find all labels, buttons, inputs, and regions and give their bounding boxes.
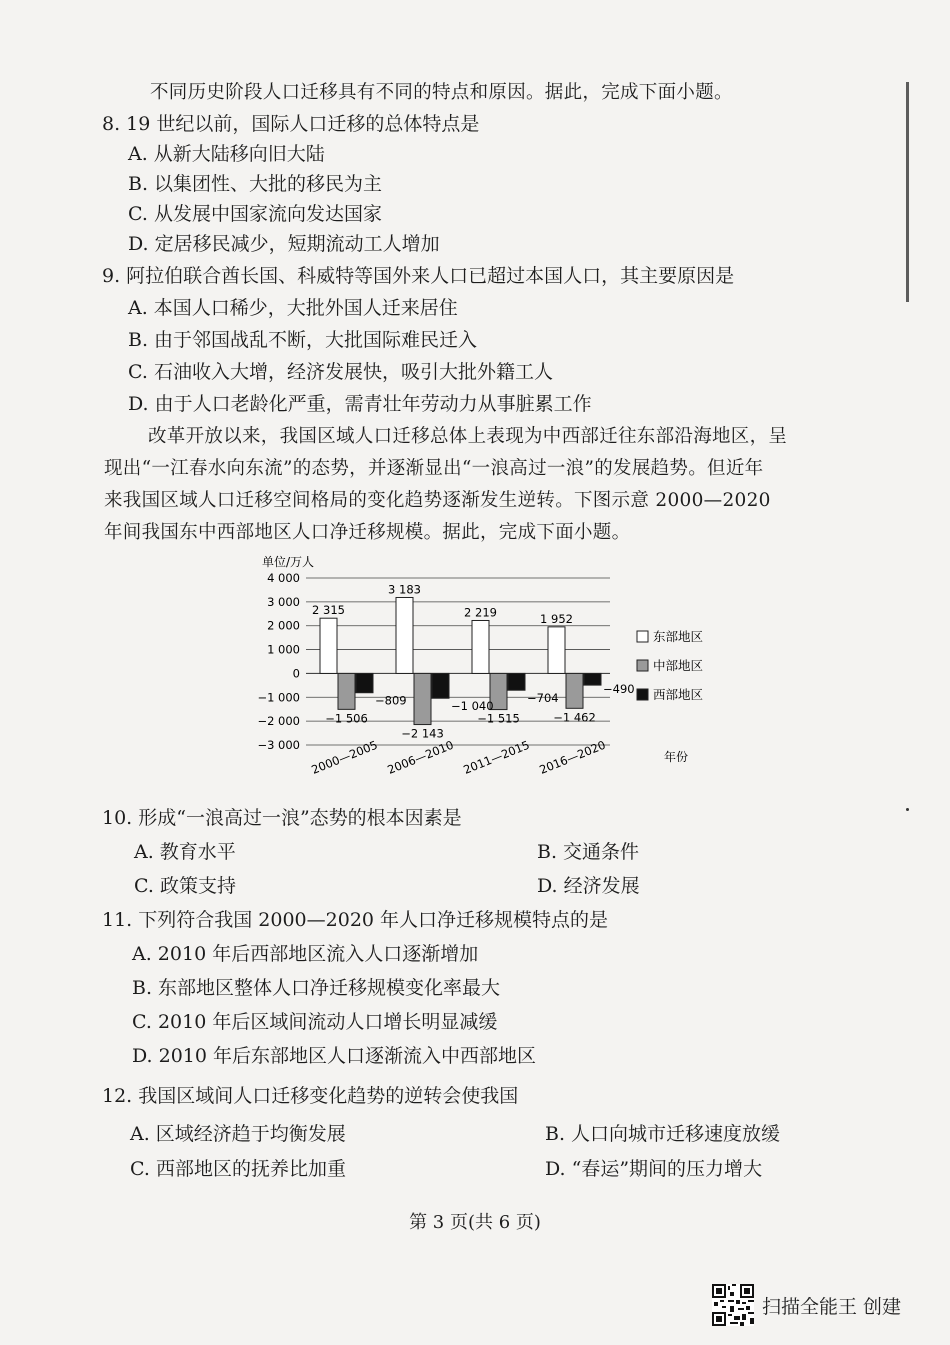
x-tick-label: 2006—2010 (385, 737, 456, 777)
data-label-central-4: −1 462 (553, 710, 596, 725)
data-label-east-2: 3 183 (388, 582, 421, 597)
chart-ylabel: 单位/万人 (262, 555, 315, 569)
chart-x-tick-labels (309, 738, 607, 777)
bar-central-4 (566, 673, 583, 708)
q9-option-a: A. 本国人口稀少，大批外国人迁来居住 (128, 297, 458, 319)
q12-stem: 12. 我国区域间人口迁移变化趋势的逆转会使我国 (102, 1085, 519, 1107)
page-number: 第 3 页(共 6 页) (409, 1212, 541, 1233)
q8-option-d: D. 定居移民减少，短期流动工人增加 (128, 233, 440, 255)
bar-east-2 (396, 597, 413, 673)
group2-intro-line-3: 来我国区域人口迁移空间格局的变化趋势逐渐发生逆转。下图示意 2000—2020 (104, 490, 771, 511)
group2-intro-line-2: 现出“一江春水向东流”的态势，并逐渐显出“一浪高过一浪”的发展趋势。但近年 (104, 458, 764, 479)
bar-west-4 (584, 673, 601, 685)
bar-central-2 (414, 673, 431, 724)
q12-option-c: C. 西部地区的抚养比加重 (130, 1158, 346, 1180)
bar-east-3 (472, 620, 489, 673)
legend-label-west: 西部地区 (653, 687, 704, 702)
scan-edge-mark (906, 82, 909, 302)
x-tick-label: 2000—2005 (309, 737, 380, 777)
chart-y-tick-labels (257, 571, 300, 752)
q8-option-a: A. 从新大陆移向旧大陆 (128, 143, 325, 165)
data-label-west-1: −809 (375, 693, 407, 708)
bar-central-1 (338, 673, 355, 709)
q10-option-d: D. 经济发展 (537, 875, 640, 897)
q11-option-d: D. 2010 年后东部地区人口逐渐流入中西部地区 (132, 1045, 537, 1067)
q8-option-c: C. 从发展中国家流向发达国家 (128, 203, 382, 225)
q9-option-d: D. 由于人口老龄化严重，需青壮年劳动力从事脏累工作 (128, 393, 592, 415)
data-label-east-4: 1 952 (540, 611, 573, 626)
legend-label-central: 中部地区 (653, 658, 704, 673)
data-label-west-3: −704 (527, 691, 559, 706)
bar-west-3 (508, 673, 525, 690)
q8-stem: 8. 19 世纪以前，国际人口迁移的总体特点是 (102, 113, 480, 135)
scanner-watermark (712, 1284, 901, 1326)
scan-speck (906, 808, 909, 811)
y-tick-label: 4 000 (267, 571, 300, 585)
data-label-central-3: −1 515 (477, 711, 520, 726)
x-tick-label: 2016—2020 (537, 737, 608, 777)
chart-xlabel: 年份 (664, 750, 689, 764)
q11-stem: 11. 下列符合我国 2000—2020 年人口净迁移规模特点的是 (102, 909, 609, 931)
q11-option-c: C. 2010 年后区域间流动人口增长明显减缓 (132, 1011, 498, 1033)
y-tick-label: −1 000 (257, 690, 300, 705)
bar-west-1 (356, 673, 373, 692)
legend-swatch-central (637, 660, 648, 671)
bar-west-2 (432, 673, 449, 698)
q8-option-b: B. 以集团性、大批的移民为主 (128, 173, 383, 195)
q9-option-b: B. 由于邻国战乱不断，大批国际难民迁入 (128, 329, 478, 351)
group2-intro-line-1: 改革开放以来，我国区域人口迁移总体上表现为中西部迁往东部沿海地区，呈 (148, 426, 788, 447)
qr-code-icon (712, 1284, 754, 1326)
data-label-east-1: 2 315 (312, 603, 345, 618)
data-label-central-1: −1 506 (325, 711, 368, 726)
y-tick-label: 2 000 (267, 618, 300, 633)
group2-intro-line-4: 年间我国东中西部地区人口净迁移规模。据此，完成下面小题。 (104, 522, 631, 543)
legend-swatch-east (637, 631, 648, 642)
migration-bar-chart (248, 548, 728, 798)
q12-option-d: D. “春运”期间的压力增大 (545, 1158, 763, 1180)
q12-option-a: A. 区域经济趋于均衡发展 (130, 1123, 346, 1145)
y-tick-label: 1 000 (267, 642, 300, 657)
x-tick-label: 2011—2015 (461, 737, 532, 777)
watermark-text: 扫描全能王 创建 (762, 1295, 902, 1318)
q12-option-b: B. 人口向城市迁移速度放缓 (545, 1123, 781, 1145)
chart-legend (637, 629, 703, 702)
q10-option-a: A. 教育水平 (134, 841, 236, 863)
bar-east-4 (548, 627, 565, 674)
legend-swatch-west (637, 689, 648, 700)
q9-stem: 9. 阿拉伯联合酋长国、科威特等国外来人口已超过本国人口，其主要原因是 (102, 265, 735, 287)
data-label-west-4: −490 (603, 682, 635, 697)
y-tick-label: −3 000 (257, 738, 300, 752)
q10-stem: 10. 形成“一浪高过一浪”态势的根本因素是 (102, 807, 462, 829)
y-tick-label: −2 000 (257, 714, 300, 729)
group1-intro: 不同历史阶段人口迁移具有不同的特点和原因。据此，完成下面小题。 (150, 82, 733, 103)
q9-option-c: C. 石油收入大增，经济发展快，吸引大批外籍工人 (128, 361, 553, 383)
y-tick-label: 3 000 (267, 594, 300, 609)
data-label-west-2: −1 040 (451, 699, 494, 714)
bar-east-1 (320, 618, 337, 673)
y-tick-label: 0 (292, 666, 300, 681)
data-label-central-2: −2 143 (401, 726, 444, 741)
data-label-east-3: 2 219 (464, 605, 497, 620)
q11-option-b: B. 东部地区整体人口净迁移规模变化率最大 (132, 977, 501, 999)
q10-option-c: C. 政策支持 (134, 875, 236, 897)
q11-option-a: A. 2010 年后西部地区流入人口逐渐增加 (132, 943, 479, 965)
q10-option-b: B. 交通条件 (537, 841, 640, 863)
legend-label-east: 东部地区 (653, 629, 704, 644)
